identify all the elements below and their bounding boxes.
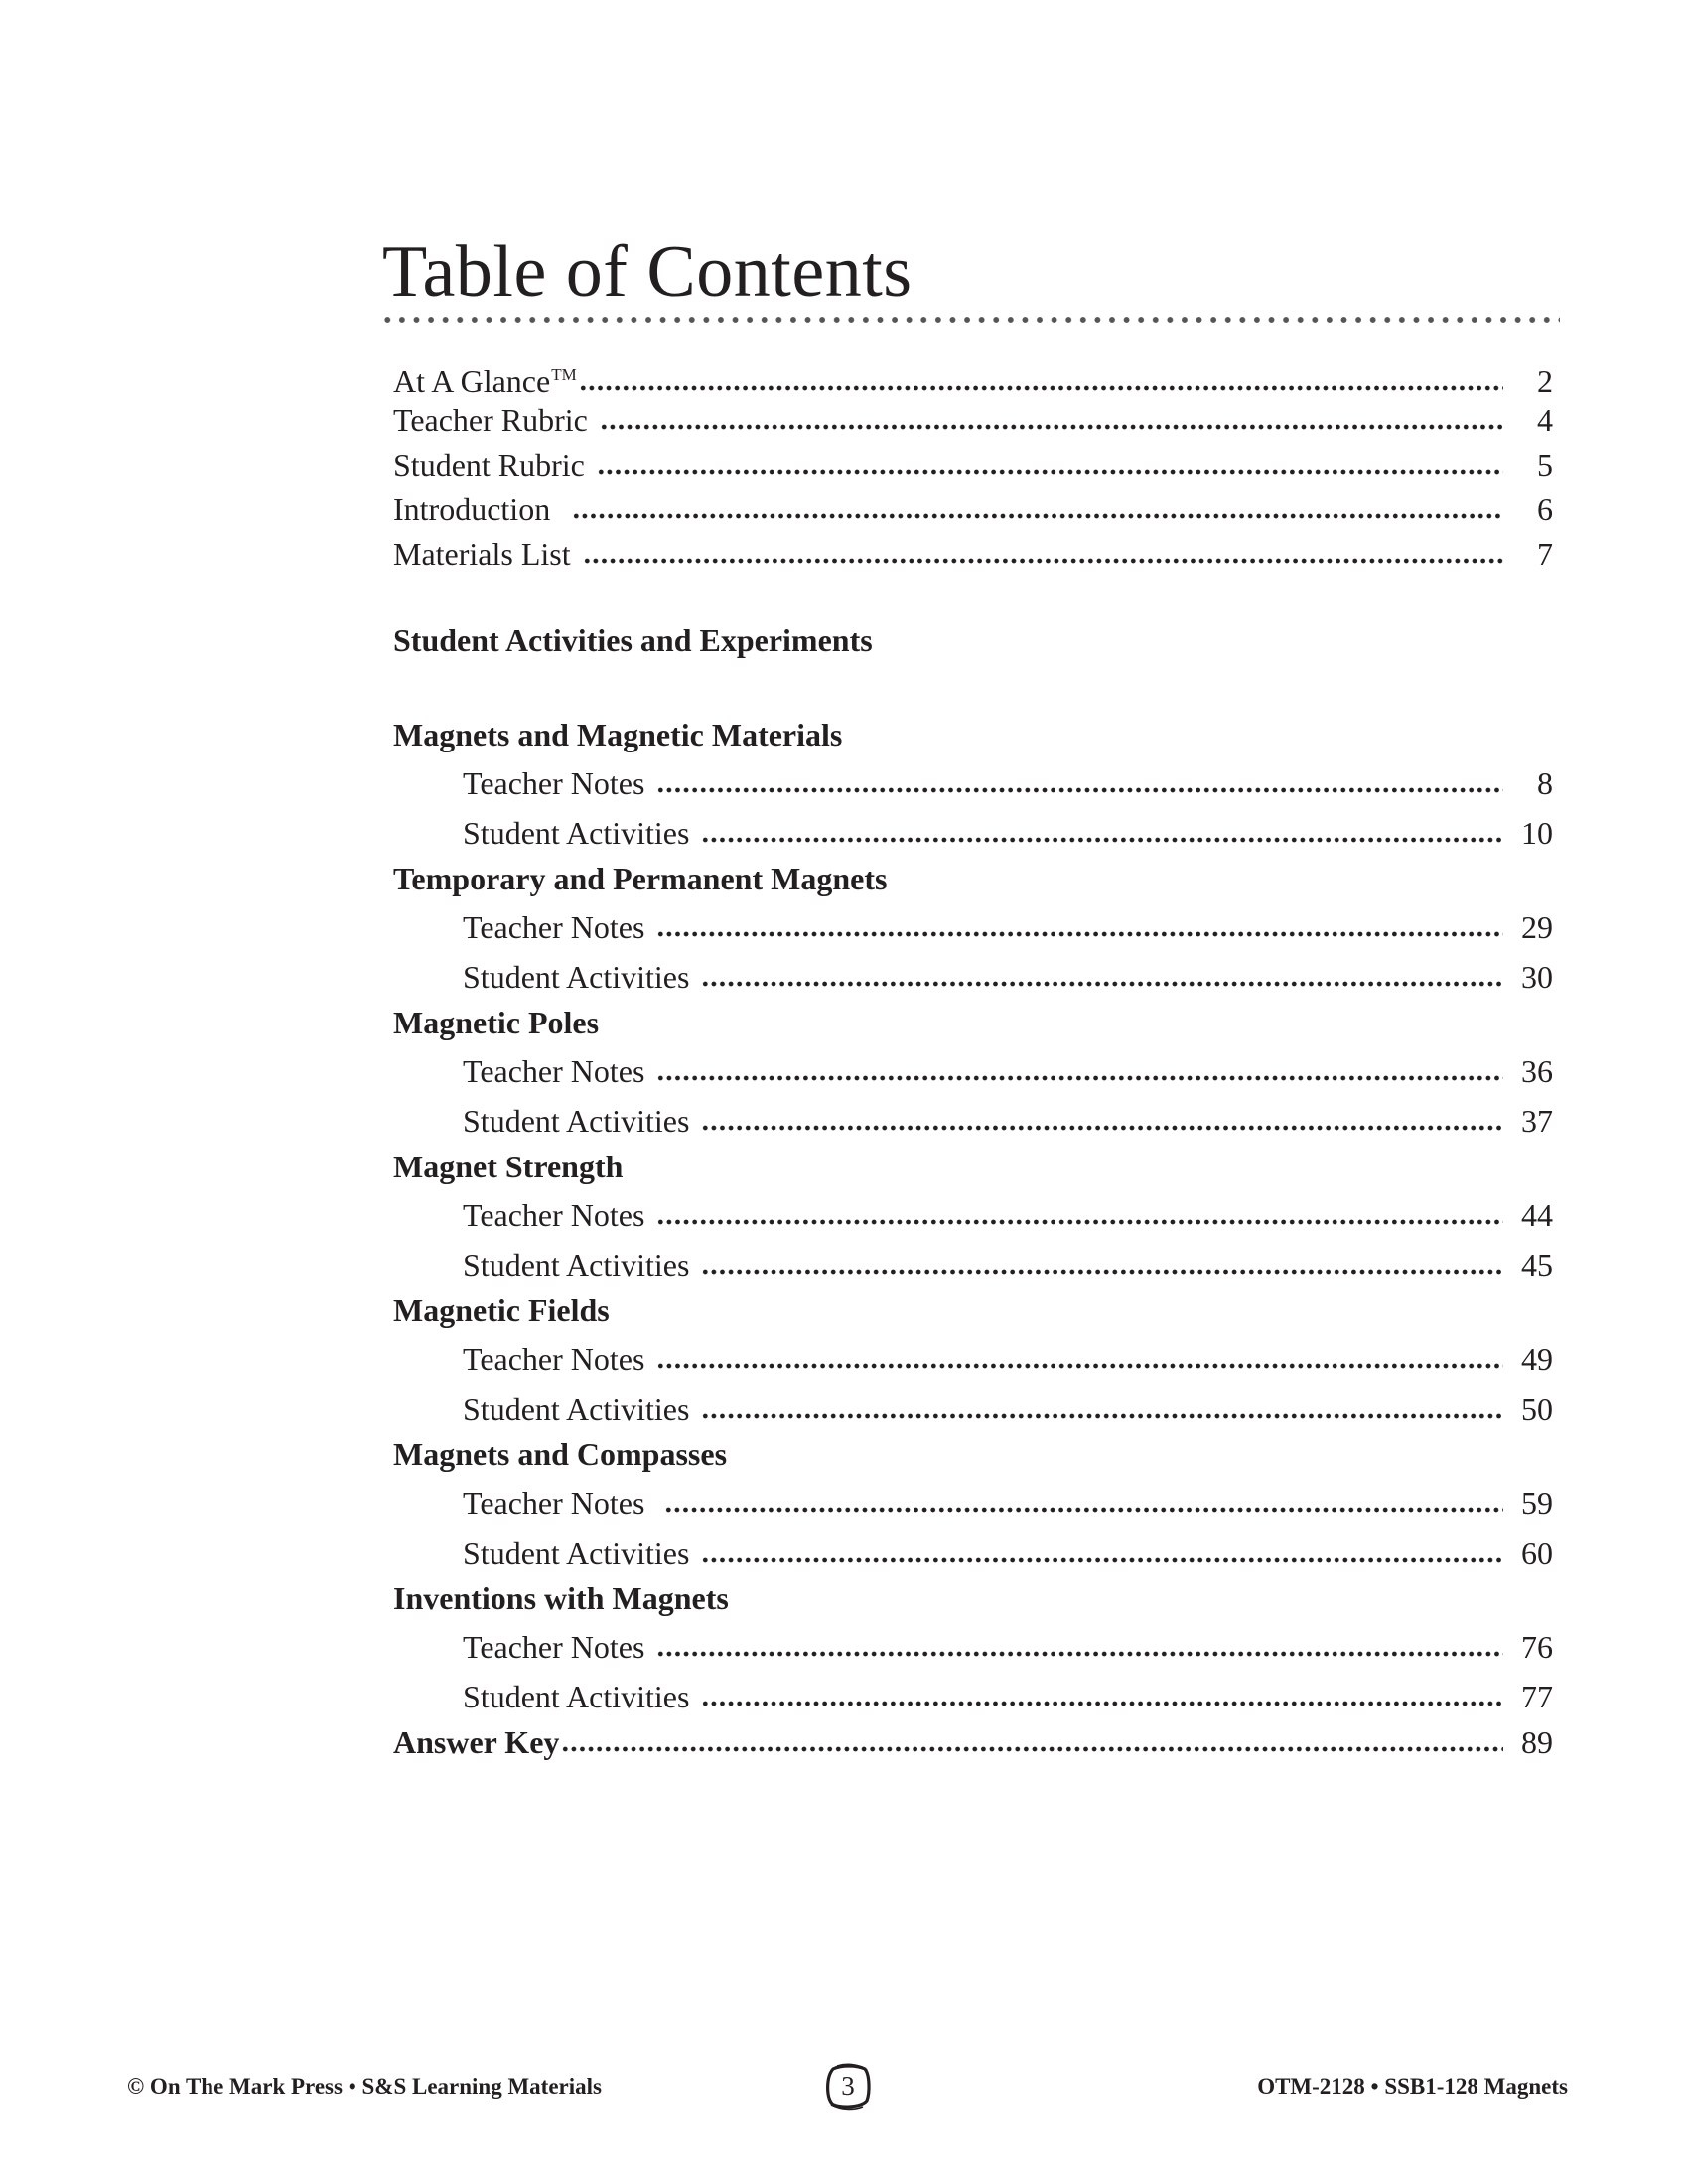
dot-leader [701,1701,1503,1706]
toc-entry-student-activities[interactable] [463,958,1553,996]
section-heading[interactable]: Magnet Strength [393,1149,624,1184]
toc-entry-teacher-notes[interactable] [463,764,1553,802]
toc-page-number: 89 [1521,1724,1553,1760]
toc-entry-label: Teacher Notes [463,1197,645,1233]
section-heading[interactable]: Magnetic Poles [393,1005,600,1040]
dot-leader [561,1746,1503,1752]
toc-entry-student-activities[interactable] [463,814,1553,852]
toc-entry-answer-key[interactable] [393,1723,1553,1761]
toc-entry-label: Teacher Notes [463,1629,645,1665]
toc-entry-label: Answer Key [393,1724,560,1760]
section-heading[interactable]: Magnets and Compasses [393,1436,728,1472]
toc-page-number: 5 [1537,447,1553,482]
toc-entry-label: Student Activities [463,815,690,851]
section-heading[interactable]: Temporary and Permanent Magnets [393,861,888,896]
toc-entry-student-activities[interactable] [463,1678,1553,1715]
toc-page-number: 77 [1521,1679,1553,1714]
toc-page-number: 76 [1521,1629,1553,1665]
toc-entry-label: Teacher Notes [463,1053,645,1089]
toc-page-number: 29 [1521,909,1553,945]
title-dotted-rule [380,316,1560,324]
page-number: 3 [841,2071,855,2101]
dot-leader [583,558,1503,564]
toc-entry-teacher-notes[interactable] [463,1628,1553,1666]
footer-copyright: © On The Mark Press • S&S Learning Materials [127,2074,602,2099]
toc-entry-label: Student Activities [463,1247,690,1283]
dot-leader [656,1075,1503,1081]
toc-page-number: 60 [1521,1535,1553,1570]
footer-product-code: OTM-2128 • SSB1-128 Magnets [1257,2074,1568,2099]
toc-entry-label: Student Activities [463,1679,690,1714]
activities-heading: Student Activities and Experiments [393,622,873,658]
page-number-badge [823,2063,873,2111]
toc-entry-materials-list[interactable] [393,535,1553,573]
dot-leader [656,787,1503,793]
toc-page-number: 37 [1521,1103,1553,1139]
toc-page-number: 8 [1537,765,1553,801]
dot-leader [579,385,1503,391]
dot-leader [572,513,1503,519]
dot-leader [701,1125,1503,1131]
toc-page-number: 36 [1521,1053,1553,1089]
section-heading[interactable]: Magnetic Fields [393,1293,610,1328]
toc-entry-teacher-notes[interactable] [463,1052,1553,1090]
dot-leader [664,1507,1503,1513]
toc-entry-label: Student Activities [463,959,690,995]
dot-leader [701,1557,1503,1563]
page-title: Table of Contents [382,231,913,313]
toc-page-number: 45 [1521,1247,1553,1283]
dot-leader [656,1219,1503,1225]
toc-entry-label: Teacher Notes [463,1341,645,1377]
toc-entry-label: Introduction [393,491,551,527]
trademark-mark: TM [551,365,577,384]
dot-leader [656,1363,1503,1369]
toc-page-number: 7 [1537,536,1553,572]
toc-page-number: 44 [1521,1197,1553,1233]
dot-leader [600,424,1503,430]
dot-leader [701,981,1503,987]
toc-page-number: 6 [1537,491,1553,527]
toc-entry-teacher-rubric[interactable] [393,401,1553,439]
toc-entry-label: Student Activities [463,1103,690,1139]
toc-entry-label: Student Activities [463,1535,690,1570]
toc-entry-at-a-glance[interactable] [393,356,1553,400]
section-heading[interactable]: Inventions with Magnets [393,1580,729,1616]
toc-entry-student-activities[interactable] [463,1534,1553,1571]
toc-entry-student-activities[interactable] [463,1246,1553,1284]
dot-leader [656,1651,1503,1657]
toc-entry-label: Student Activities [463,1391,690,1427]
toc-entry-label: Teacher Rubric [393,402,588,438]
toc-entry-student-activities[interactable] [463,1390,1553,1428]
toc-entry-teacher-notes[interactable] [463,1340,1553,1378]
toc-entry-teacher-notes[interactable] [463,1484,1553,1522]
dot-leader [701,837,1503,843]
toc-entry-label: Teacher Notes [463,1485,645,1521]
dot-leader [597,469,1503,475]
toc-entry-label: Teacher Notes [463,909,645,945]
toc-entry-label: Materials List [393,536,571,572]
toc-page-number: 2 [1537,363,1553,399]
toc-entry-label: Student Rubric [393,447,585,482]
toc-page-number: 49 [1521,1341,1553,1377]
toc-entry-label: At A Glance™ [393,363,577,399]
toc-page-number: 30 [1521,959,1553,995]
toc-entry-teacher-notes[interactable] [463,1196,1553,1234]
toc-entry-label: Teacher Notes [463,765,645,801]
toc-entry-student-rubric[interactable] [393,446,1553,483]
toc-entry-student-activities[interactable] [463,1102,1553,1140]
dot-leader [701,1269,1503,1275]
toc-page-number: 50 [1521,1391,1553,1427]
dot-leader [656,931,1503,937]
dot-leader [701,1413,1503,1419]
toc-page-number: 4 [1537,402,1553,438]
toc-page-number: 59 [1521,1485,1553,1521]
toc-page-number: 10 [1521,815,1553,851]
section-heading[interactable]: Magnets and Magnetic Materials [393,717,843,752]
toc-entry-teacher-notes[interactable] [463,908,1553,946]
toc-entry-introduction[interactable] [393,490,1553,528]
